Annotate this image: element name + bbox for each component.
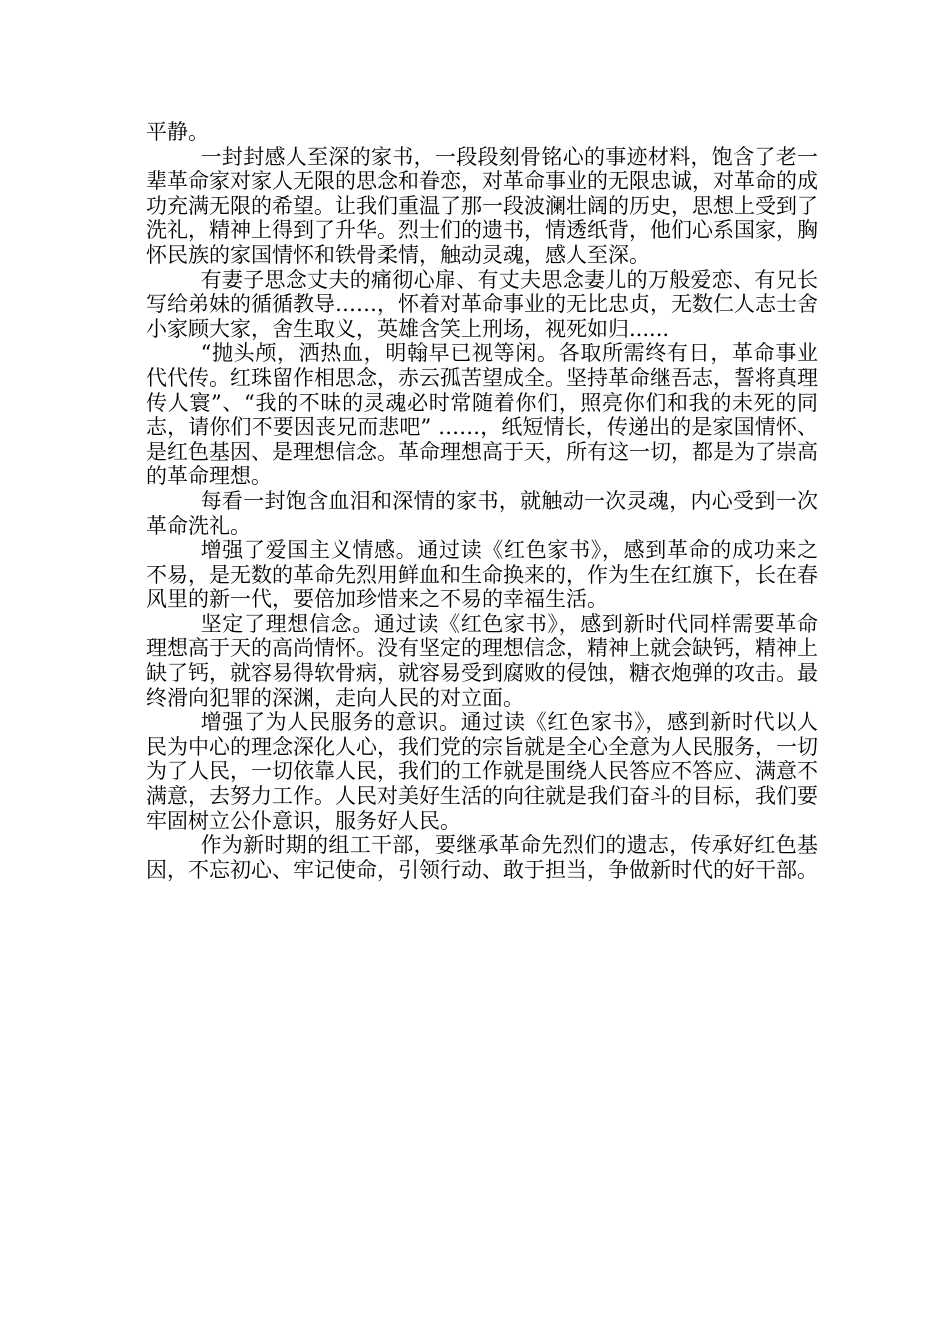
paragraph-continuation: 平静。 [146,120,209,144]
paragraph: 增强了为人民服务的意识。通过读《红色家书》，感到新时代以人民为中心的理念深化人心，我们党的宗旨就是全心全意为人民服务，一切为了人民，一切依靠人民，我们的工作就是围绕人民答应不答应、满意不满意，去努力工作。人民对美好生活的向往就是我们奋斗的目标，我们要牢固树立公仆意识，服务好人民。 [146,710,818,833]
paragraph: 坚定了理想信念。通过读《红色家书》，感到新时代同样需要革命理想高于天的高尚情怀。没有坚定的理想信念，精神上就会缺钙，精神上缺了钙，就容易得软骨病，就容易受到腐败的侵蚀，糖衣炮弹的攻击。最终滑向犯罪的深渊，走向人民的对立面。 [146,611,818,710]
paragraph-closing: 作为新时期的组工干部，要继承革命先烈们的遗志，传承好红色基因，不忘初心、牢记使命，引领行动、敢于担当，争做新时代的好干部。 [146,833,818,882]
paragraph: 每看一封饱含血泪和深情的家书，就触动一次灵魂，内心受到一次革命洗礼。 [146,488,818,538]
paragraph: 一封封感人至深的家书，一段段刻骨铭心的事迹材料，饱含了老一辈革命家对家人无限的思念和眷恋，对革命事业的无限忠诚，对革命的成功充满无限的希望。让我们重温了那一段波澜壮阔的历史，思想上受到了洗礼，精神上得到了升华。烈士们的遗书，情透纸背，他们心系国家，胸怀民族的家国情怀和铁骨柔情，触动灵魂，感人至深。 [146,144,818,267]
document-body [146,120,818,882]
paragraph: 有妻子思念丈夫的痛彻心扉、有丈夫思念妻儿的万般爱恋、有兄长写给弟妹的循循教导……，怀着对革命事业的无比忠贞，无数仁人志士舍小家顾大家，舍生取义，英雄含笑上刑场，视死如归...... [146,267,818,341]
paragraph: 增强了爱国主义情感。通过读《红色家书》，感到革命的成功来之不易，是无数的革命先烈用鲜血和生命换来的，作为生在红旗下，长在春风里的新一代，要倍加珍惜来之不易的幸福生活。 [146,538,818,612]
paragraph-quotation: “抛头颅，洒热血，明翰早已视等闲。各取所需终有日，革命事业代代传。红珠留作相思念，赤云孤苦望成全。坚持革命继吾志，誓将真理传人寰”、“我的不昧的灵魂必时常随着你们，照亮你们和我的未死的同志，请你们不要因丧兄而悲吧” ……，纸短情长，传递出的是家国情怀、是红色基因、是理想信念。革命理想高于天，所有这一切，都是为了崇高的革命理想。 [146,341,818,489]
